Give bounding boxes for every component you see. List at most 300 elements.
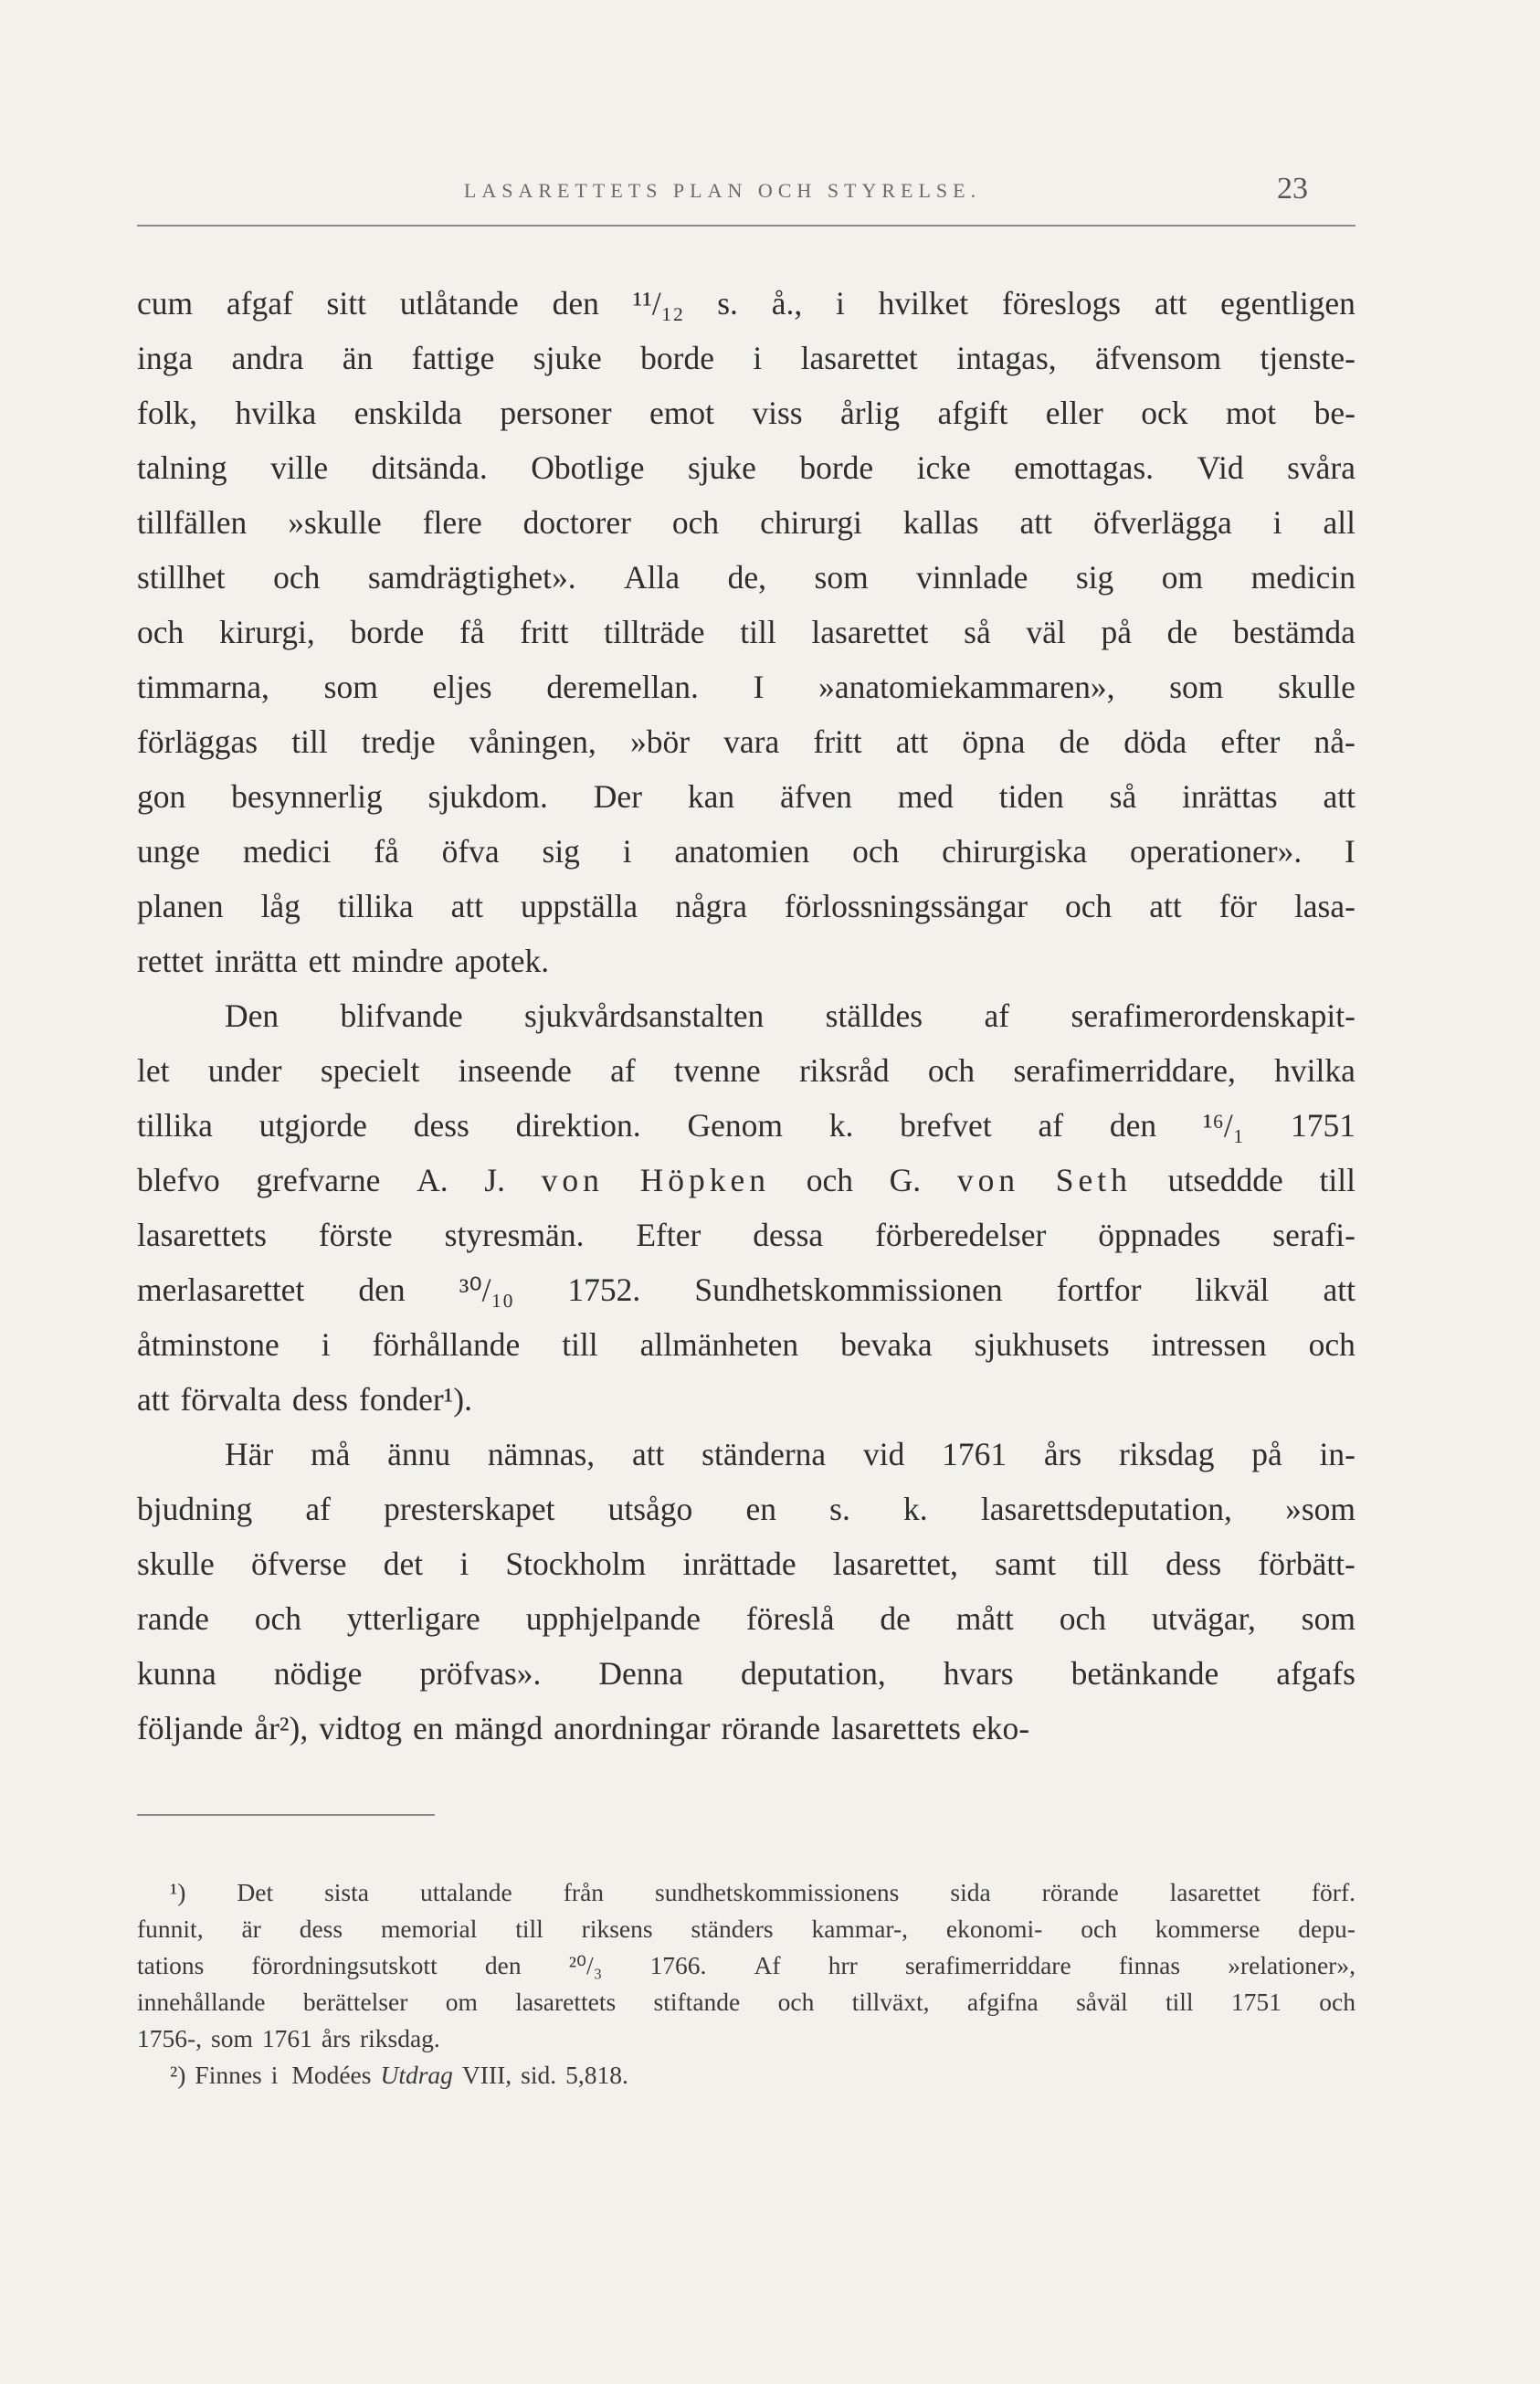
word: Genom: [687, 1107, 783, 1144]
word: Der: [593, 778, 642, 815]
word: de: [880, 1600, 911, 1637]
word: att: [1149, 888, 1182, 924]
word: unge: [137, 833, 201, 870]
word: bestämda: [1232, 614, 1355, 650]
word: von: [956, 1162, 1020, 1198]
word: i: [622, 833, 632, 870]
word: mängd: [454, 1710, 543, 1746]
word: funnit,: [137, 1915, 204, 1943]
word: mått: [955, 1600, 1014, 1637]
word: ständers: [691, 1915, 774, 1943]
word: tations: [137, 1951, 205, 1979]
word: ett: [308, 943, 342, 979]
word: innehållande: [137, 1988, 266, 2016]
word: ¹¹/₁₂: [632, 285, 684, 322]
word: som: [211, 2024, 253, 2052]
word: till: [1092, 1545, 1129, 1582]
word: specielt: [320, 1052, 420, 1089]
word: medici: [242, 833, 332, 870]
word: sista: [324, 1878, 369, 1906]
word: blefvo: [137, 1162, 220, 1198]
word: och: [273, 559, 321, 596]
text-line: [137, 659, 1355, 714]
footnote-line: [170, 1874, 1355, 1911]
word: sig: [1075, 559, 1114, 596]
text-line: [137, 605, 1355, 659]
word: s.: [829, 1491, 850, 1527]
word: operationer».: [1129, 833, 1303, 870]
word: att: [1154, 285, 1187, 322]
word: inrätta: [214, 943, 298, 979]
word: »relationer»,: [1228, 1951, 1355, 1979]
word: Vid: [1197, 449, 1244, 486]
text-line: [137, 276, 1355, 331]
word: ³⁰/₁₀: [459, 1271, 514, 1308]
word: memorial: [380, 1915, 478, 1943]
word: personer: [500, 395, 612, 431]
word: afgift: [937, 395, 1008, 431]
word: berättelser: [302, 1988, 408, 2016]
word: uttalande: [419, 1878, 512, 1906]
word: lasarettet: [1169, 1878, 1260, 1906]
word: all: [1323, 504, 1355, 541]
word: öfverse: [251, 1545, 347, 1582]
word: mindre: [352, 943, 444, 979]
word: eljes: [432, 669, 492, 705]
text-line: [137, 1536, 1355, 1591]
word: rettet: [137, 943, 204, 979]
word: Obotlige: [531, 449, 645, 486]
word: sig: [542, 833, 580, 870]
word: en: [745, 1491, 776, 1527]
word: hvilket: [878, 285, 969, 322]
text-line: [137, 1427, 1355, 1482]
word: betänkande: [1071, 1655, 1219, 1692]
word: sjuke: [533, 340, 602, 376]
word: talning: [137, 449, 227, 486]
word: att: [631, 1436, 665, 1472]
word: till: [1319, 1162, 1355, 1198]
word: 1756-,: [137, 2024, 203, 2052]
word: utseddde: [1167, 1162, 1283, 1198]
word: fattige: [411, 340, 495, 376]
word: så: [964, 614, 991, 650]
word: viss: [752, 395, 803, 431]
word: förste: [318, 1217, 393, 1253]
word: i: [270, 2061, 283, 2089]
word: och: [777, 1988, 815, 2016]
word: nämnas,: [487, 1436, 596, 1472]
word: öpna: [962, 723, 1026, 760]
word: anordningar: [554, 1710, 711, 1746]
word: brefvet: [900, 1107, 992, 1144]
word: ekonomi-: [945, 1915, 1043, 1943]
word: såväl: [1076, 1988, 1128, 2016]
text-line: [137, 385, 1355, 440]
word: borde: [640, 340, 714, 376]
word: kallas: [902, 504, 979, 541]
word: öfva: [441, 833, 500, 870]
word: lasarettets: [137, 1217, 267, 1253]
word: och: [1059, 1600, 1107, 1637]
word: Utdrag: [380, 2061, 453, 2089]
running-head: [137, 172, 1308, 212]
word: sid.: [521, 2061, 557, 2089]
word: och: [927, 1052, 976, 1089]
word: det: [383, 1545, 424, 1582]
word: gon: [137, 778, 186, 815]
word: uppställa: [521, 888, 638, 924]
word: en: [412, 1710, 444, 1746]
word: på: [1251, 1436, 1282, 1472]
word: som: [1301, 1600, 1355, 1637]
word: emot: [649, 395, 714, 431]
word: vara: [723, 723, 780, 760]
text-line: [137, 769, 1355, 824]
word: och: [806, 1162, 853, 1198]
word: dessa: [753, 1217, 824, 1253]
word: äfven: [780, 778, 852, 815]
word: von: [541, 1162, 604, 1198]
word: A.: [417, 1162, 448, 1198]
word: rande: [137, 1600, 209, 1637]
word: och: [1065, 888, 1113, 924]
word: rörande: [1041, 1878, 1119, 1906]
word: kirurgi,: [218, 614, 315, 650]
word: Det: [237, 1878, 274, 1906]
word: att: [137, 1381, 170, 1418]
word: upphjelpande: [525, 1600, 701, 1637]
word: riksdag: [1118, 1436, 1215, 1472]
word: serafimerriddare: [904, 1951, 1071, 1979]
text-line: [137, 550, 1355, 605]
footnote-line: [137, 2020, 1355, 2057]
text-line: [137, 714, 1355, 769]
word: tiden: [998, 778, 1064, 815]
word: att: [1019, 504, 1053, 541]
word: ville: [270, 449, 329, 486]
word: till: [1165, 1988, 1194, 2016]
word: för: [1218, 888, 1258, 924]
word: ställdes: [825, 997, 923, 1034]
word: af: [984, 997, 1010, 1034]
word: förläggas: [137, 723, 258, 760]
word: afgafs: [1276, 1655, 1355, 1692]
word: af: [305, 1491, 331, 1527]
word: till: [562, 1326, 598, 1363]
footnote-line: [137, 1984, 1355, 2020]
word: borde: [799, 449, 874, 486]
word: döda: [1123, 723, 1187, 760]
text-line: [137, 879, 1355, 934]
word: hvilka: [1274, 1052, 1355, 1089]
word: eller: [1045, 395, 1103, 431]
word: Efter: [636, 1217, 701, 1253]
word: medicin: [1250, 559, 1355, 596]
word: grefvarne: [256, 1162, 381, 1198]
header-rule: [137, 225, 1355, 227]
text-line: [137, 1591, 1355, 1646]
word: ¹): [170, 1878, 186, 1906]
text-line: [137, 988, 1355, 1043]
word: J.: [484, 1162, 505, 1198]
word: bevaka: [840, 1326, 933, 1363]
word: riksråd: [798, 1052, 890, 1089]
word: i: [753, 340, 763, 376]
word: enskilda: [353, 395, 462, 431]
word: lasarettet: [800, 340, 918, 376]
word: be-: [1313, 395, 1355, 431]
word: chirurgi: [760, 504, 862, 541]
word: Höpken: [639, 1162, 771, 1198]
word: få: [459, 614, 485, 650]
word: Denna: [598, 1655, 684, 1692]
word: dess: [1166, 1545, 1222, 1582]
word: de: [1059, 723, 1091, 760]
word: väl: [1026, 614, 1066, 650]
word: sitt: [326, 285, 366, 322]
word: mot: [1225, 395, 1277, 431]
word: riksdag.: [359, 2024, 440, 2052]
word: ytterligare: [346, 1600, 480, 1637]
word: sjukvårdsanstalten: [524, 997, 765, 1034]
text-line: [137, 331, 1355, 385]
word: förberedelser: [875, 1217, 1047, 1253]
text-line: [137, 1317, 1355, 1372]
word: icke: [916, 449, 971, 486]
word: af: [610, 1052, 636, 1089]
word: »som: [1285, 1491, 1355, 1527]
word: tillika: [337, 888, 414, 924]
word: öfverlägga: [1092, 504, 1232, 541]
word: VIII,: [461, 2061, 512, 2089]
word: som: [1169, 669, 1224, 705]
word: inga: [137, 340, 194, 376]
word: att: [895, 723, 929, 760]
word: hvars: [943, 1655, 1014, 1692]
word: lasarettet,: [832, 1545, 958, 1582]
word: nå-: [1313, 723, 1355, 760]
word: likväl: [1195, 1271, 1270, 1308]
word: förhållande: [372, 1326, 521, 1363]
word: i: [459, 1545, 469, 1582]
word: i: [321, 1326, 331, 1363]
word: riksens: [581, 1915, 653, 1943]
word: in-: [1319, 1436, 1355, 1472]
word: år²),: [254, 1710, 309, 1746]
word: den: [552, 285, 599, 322]
word: I: [753, 669, 765, 705]
word: tjenste-: [1260, 340, 1355, 376]
word: ditsända.: [371, 449, 488, 486]
word: afgaf: [226, 285, 293, 322]
word: tillfällen: [137, 504, 248, 541]
word: bjudning: [137, 1491, 253, 1527]
word: till: [740, 614, 776, 650]
word: den: [1109, 1107, 1157, 1144]
text-line: [137, 1262, 1355, 1317]
word: Finnes: [195, 2061, 262, 2089]
word: om: [445, 1988, 478, 2016]
word: fritt: [520, 614, 569, 650]
word: ²⁰/₃: [568, 1951, 603, 1979]
word: 1751: [1230, 1988, 1282, 2016]
word: årlig: [840, 395, 901, 431]
word: utvägar,: [1151, 1600, 1256, 1637]
word: som: [323, 669, 378, 705]
word: förordningsutskott: [251, 1951, 438, 1979]
word: samt: [995, 1545, 1057, 1582]
word: föreslå: [745, 1600, 835, 1637]
word: till: [515, 1915, 543, 1943]
word: med: [897, 778, 954, 815]
word: fonder¹).: [359, 1381, 473, 1418]
word: Af: [754, 1951, 781, 1979]
text-line: [137, 934, 1355, 988]
word: under: [207, 1052, 282, 1089]
word: så: [1109, 778, 1137, 815]
word: sundhetskommissionens: [655, 1878, 900, 1906]
word: 1761: [261, 2024, 312, 2052]
word: och: [254, 1600, 302, 1637]
word: emottagas.: [1014, 449, 1155, 486]
word: inrättas: [1182, 778, 1278, 815]
word: utgjorde: [258, 1107, 367, 1144]
text-line: [137, 1153, 1355, 1208]
word: förvalta: [180, 1381, 281, 1418]
word: hrr: [828, 1951, 858, 1979]
word: lasarettets: [831, 1710, 961, 1746]
word: »anatomiekammaren»,: [818, 669, 1115, 705]
word: svåra: [1287, 449, 1355, 486]
word: Alla: [624, 559, 680, 596]
word: och: [1308, 1326, 1355, 1363]
word: skulle: [1278, 669, 1355, 705]
word: planen: [137, 888, 224, 924]
word: fortfor: [1056, 1271, 1142, 1308]
word: stiftande: [653, 1988, 741, 2016]
running-title: LASARETTETS PLAN OCH STYRELSE.: [463, 179, 982, 202]
word: G.: [889, 1162, 922, 1198]
word: »bör: [629, 723, 691, 760]
text-line: [137, 1482, 1355, 1536]
word: om: [1161, 559, 1204, 596]
page-number: 23: [1277, 172, 1308, 206]
word: 1752.: [567, 1271, 641, 1308]
word: lasarettet: [811, 614, 929, 650]
word: Modées: [291, 2061, 372, 2089]
word: kan: [687, 778, 735, 815]
word: Seth: [1055, 1162, 1132, 1198]
word: i: [835, 285, 845, 322]
word: intressen: [1151, 1326, 1267, 1363]
footnotes: [137, 1874, 1355, 2094]
word: deremellan.: [546, 669, 699, 705]
word: blifvande: [340, 997, 463, 1034]
word: års: [321, 2024, 351, 2052]
word: tillträde: [604, 614, 705, 650]
word: och: [1081, 1915, 1117, 1943]
word: 1751: [1290, 1107, 1355, 1144]
word: ännu: [387, 1436, 451, 1472]
word: och: [671, 504, 720, 541]
word: dess: [299, 1915, 343, 1943]
word: några: [675, 888, 747, 924]
text-line: [137, 824, 1355, 879]
word: tillika: [137, 1107, 213, 1144]
text-line: [137, 1098, 1355, 1153]
word: borde: [350, 614, 425, 650]
word: lasarettsdeputation,: [980, 1491, 1232, 1527]
word: flere: [422, 504, 482, 541]
word: timmarna,: [137, 669, 269, 705]
word: af: [1038, 1107, 1064, 1144]
word: Sundhetskommissionen: [694, 1271, 1003, 1308]
word: eko-: [972, 1710, 1030, 1746]
word: doctorer: [522, 504, 631, 541]
word: sjuke: [687, 449, 756, 486]
word: de: [1166, 614, 1198, 650]
word: låg: [260, 888, 301, 924]
word: den: [484, 1951, 522, 1979]
word: års: [1043, 1436, 1082, 1472]
footnote-line: [137, 1911, 1355, 1947]
word: lasarettets: [515, 1988, 617, 2016]
text-line: [137, 1646, 1355, 1701]
word: serafimerriddare,: [1013, 1052, 1236, 1089]
word: direktion.: [515, 1107, 641, 1144]
word: skulle: [137, 1545, 215, 1582]
footnote-line: [170, 2057, 1355, 2094]
word: 5,818.: [565, 2061, 628, 2089]
word: och: [852, 833, 900, 870]
footnote-line: [137, 1947, 1355, 1984]
word: ständerna: [701, 1436, 827, 1472]
word: som: [814, 559, 869, 596]
word: kammar-,: [811, 1915, 909, 1943]
text-line: [137, 1208, 1355, 1262]
word: att: [1323, 1271, 1355, 1308]
word: stillhet: [137, 559, 226, 596]
word: besynnerlig: [231, 778, 383, 815]
word: inrättade: [682, 1545, 796, 1582]
word: än: [342, 340, 374, 376]
body-text: [137, 276, 1355, 1756]
word: utlåtande: [399, 285, 519, 322]
word: följande: [137, 1710, 244, 1746]
word: serafi-: [1272, 1217, 1355, 1253]
word: anatomien: [674, 833, 810, 870]
word: äfvensom: [1095, 340, 1222, 376]
word: k.: [828, 1107, 854, 1144]
word: chirurgiska: [942, 833, 1088, 870]
word: må: [310, 1436, 351, 1472]
word: deputation,: [741, 1655, 886, 1692]
word: rörande: [721, 1710, 821, 1746]
word: nödige: [273, 1655, 363, 1692]
word: på: [1101, 614, 1132, 650]
word: tvenne: [674, 1052, 761, 1089]
word: 1766.: [649, 1951, 707, 1979]
word: afgifna: [966, 1988, 1039, 2016]
word: serafimerordenskapit-: [1071, 997, 1355, 1034]
word: lasa-: [1293, 888, 1355, 924]
word: fritt: [813, 723, 862, 760]
word: att: [450, 888, 484, 924]
word: få: [374, 833, 399, 870]
word: allmänheten: [639, 1326, 799, 1363]
word: sjukhusets: [974, 1326, 1110, 1363]
